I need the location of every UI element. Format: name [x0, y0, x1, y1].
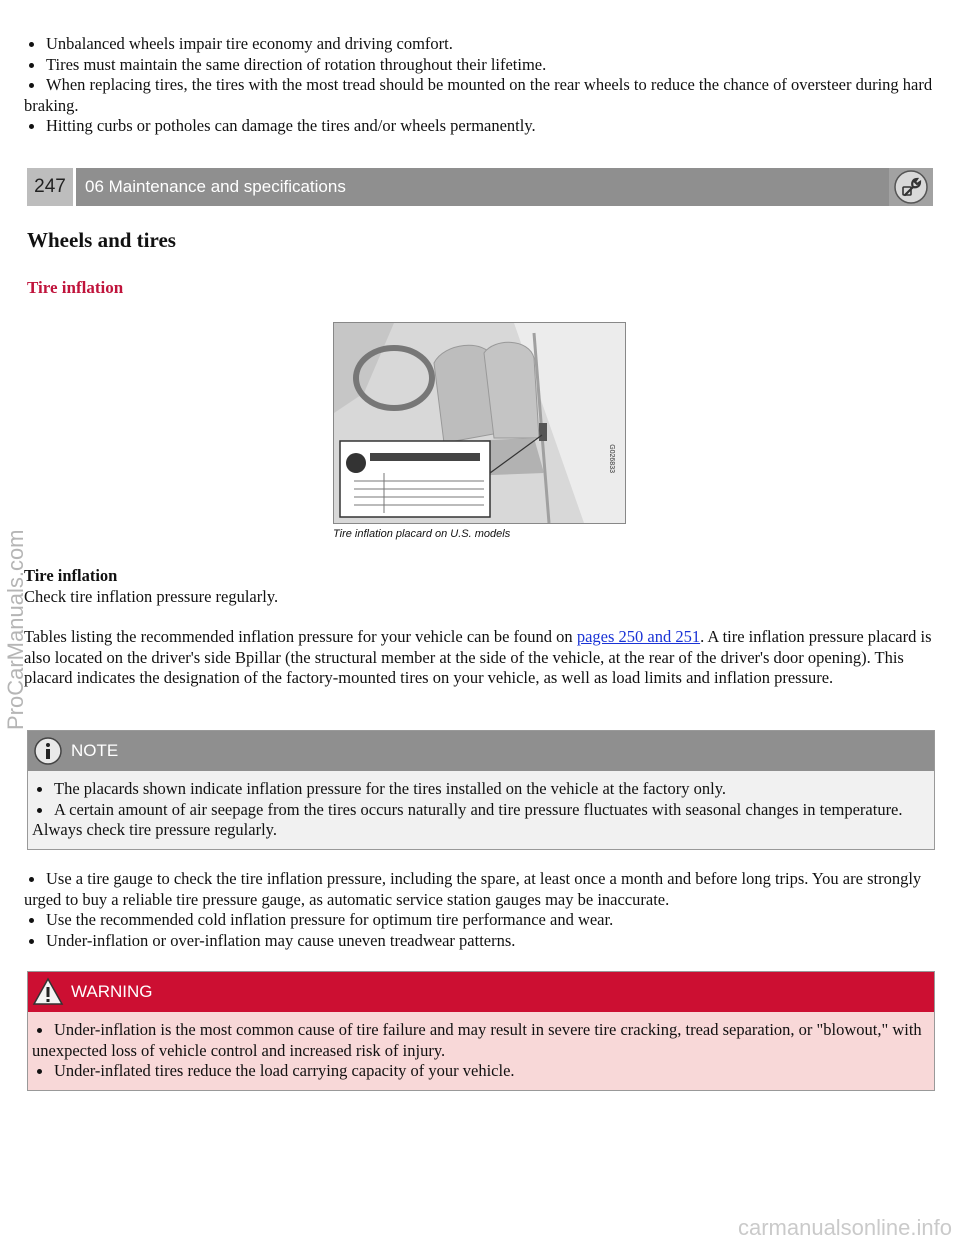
warning-header: [28, 972, 934, 1012]
top-bullet-list: [24, 34, 936, 137]
list-item: Hitting curbs or potholes can damage the tires and/or wheels permanently.: [24, 116, 936, 137]
list-item: Under-inflated tires reduce the load carrying capacity of your vehicle.: [32, 1061, 934, 1082]
wrench-icon: [889, 168, 933, 206]
mid-bullet-list: [24, 869, 936, 951]
figure-caption: Tire inflation placard on U.S. models: [333, 528, 511, 540]
body-paragraph: [24, 627, 936, 689]
list-item-text: Use a tire gauge to check the tire inflation pressure, including the spare, at least once a month and before long trips. You are strongly urged to buy a reliable tire pressure gauge, as automatic service station gauges may be inaccurate.: [24, 869, 922, 909]
note-box: [27, 730, 935, 850]
list-item-text: A certain amount of air seepage from the tires occurs naturally and tire pressure fluctuates with seasonal changes in temperature. Always check tire pressure regularly.: [32, 799, 903, 839]
list-item-text: When replacing tires, the tires with the most tread should be mounted on the rear wheels to reduce the chance of oversteer during hard braking.: [24, 75, 933, 115]
list-item: [24, 869, 936, 910]
note-body: [28, 771, 934, 849]
list-item: [24, 75, 936, 116]
list-item: Use the recommended cold inflation pressure for optimum tire performance and wear.: [24, 910, 936, 931]
list-item: The placards shown indicate inflation pressure for the tires installed on the vehicle at the factory only.: [32, 779, 934, 800]
warning-label: WARNING: [71, 981, 153, 1001]
pages-link[interactable]: pages 250 and 251: [576, 627, 701, 646]
note-header: [28, 731, 934, 771]
page-number: 247: [27, 168, 73, 206]
car-interior-illustration: [334, 323, 625, 523]
list-item: [32, 1020, 934, 1061]
list-item: Under-inflation or over-inflation may cause uneven treadwear patterns.: [24, 931, 936, 952]
info-icon: [31, 734, 65, 768]
mid-bullet-section: [24, 869, 936, 951]
section-header-bar: [27, 168, 933, 206]
section-title: 06 Maintenance and specifications: [76, 168, 889, 206]
footer-watermark: carmanualsonline.info: [737, 1214, 952, 1240]
subheading: Tire inflation: [27, 278, 124, 297]
note-list: [32, 779, 934, 841]
placard-figure: [333, 322, 626, 524]
body-heading: Tire inflation: [24, 566, 118, 585]
warning-list: [32, 1020, 934, 1082]
list-item-text: Under-inflation is the most common cause of tire failure and may result in severe tire cracking, tread separation, or "blowout," with unexpected loss of vehicle control and increased risk of injury.: [32, 1020, 922, 1060]
body-line: Check tire inflation pressure regularly.: [24, 586, 279, 606]
figure-code: G026833: [608, 444, 615, 473]
side-watermark: ProCarManuals.com: [3, 529, 28, 730]
warning-triangle-icon: [31, 975, 65, 1009]
page-title: Wheels and tires: [27, 228, 176, 252]
tire-inflation-body: [24, 566, 936, 689]
warning-box: [27, 971, 935, 1091]
list-item: [32, 800, 934, 841]
note-label: NOTE: [71, 740, 119, 760]
paragraph-text: Tables listing the recommended inflation pressure for your vehicle can be found on: [24, 627, 577, 646]
list-item: Unbalanced wheels impair tire economy and driving comfort.: [24, 34, 936, 55]
paragraph-text: . A tire inflation pressure placard is also located on the driver's side Bpillar (the structural member at the side of the vehicle, at the rear of the driver's door opening). This placard indicates the designation of the factory-mounted tires on your vehicle, as well as load limits and inflation pressure.: [24, 627, 932, 687]
top-bullet-section: [24, 34, 936, 137]
list-item: Tires must maintain the same direction of rotation throughout their lifetime.: [24, 55, 936, 76]
warning-body: [28, 1012, 934, 1090]
